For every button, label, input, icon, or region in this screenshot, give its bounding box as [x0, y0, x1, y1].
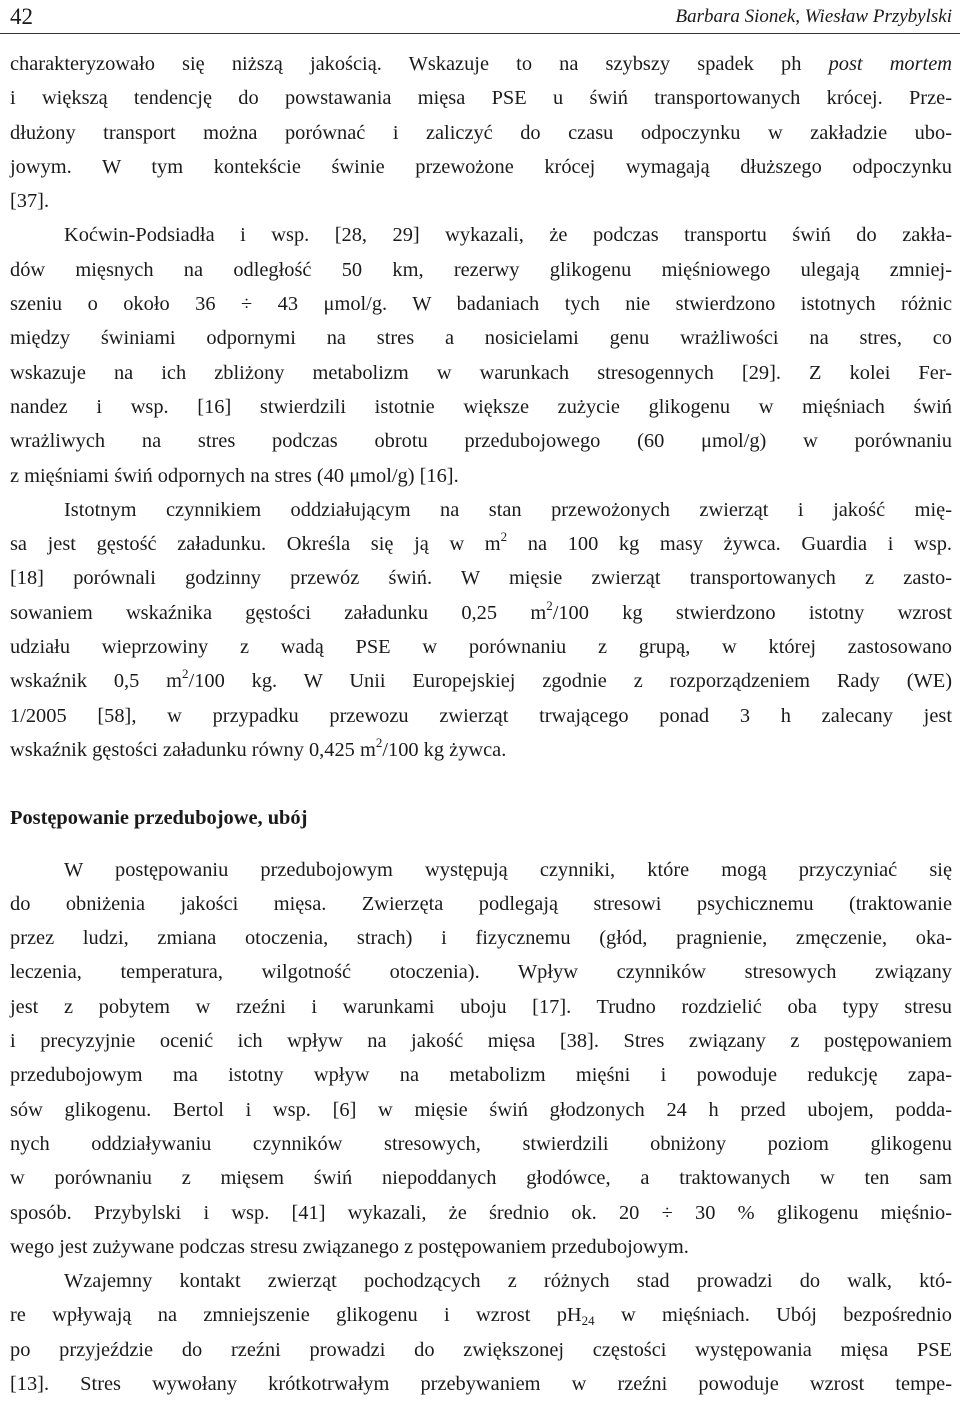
superscript: 2 [500, 529, 508, 545]
text-line: wskazuje na ich zbliżony metabolizm w warunkach stresogennych [29]. Z kolei Fer- [10, 361, 952, 384]
text-line: 1/2005 [58], w przypadku przewozu zwierząt trwającego ponad 3 h zalecany jest [10, 704, 952, 727]
text-span: charakteryzowało się niższą jakością. Wskazuje to na szybszy spadek ph [10, 53, 829, 75]
section-heading: Postępowanie przedubojowe, ubój [10, 807, 308, 830]
text-line: przez ludzi, zmiana otoczenia, strach) i fizycznemu (głód, pragnienie, zmęczenie, oka- [10, 927, 952, 950]
text-line: Koćwin-Podsiadła i wsp. [28, 29] wykazali, że podczas transportu świń do zakła- [64, 224, 952, 247]
subscript: 24 [581, 1313, 595, 1329]
text-line: jest z pobytem w rzeźni i warunkami uboju [17]. Trudno rozdzielić oba typy stresu [10, 995, 952, 1018]
text-line: do obniżenia jakości mięsa. Zwierzęta podlegają stresowi psychicznemu (traktowanie [10, 892, 952, 915]
paragraph-3 [10, 493, 952, 767]
page-number: 42 [10, 4, 33, 29]
text-line: szeniu o około 36 ÷ 43 μmol/g. W badaniach tych nie stwierdzono istotnych różnic [10, 293, 952, 316]
text-line: Wzajemny kontakt zwierząt pochodzących z różnych stad prowadzi do walk, któ- [64, 1270, 952, 1293]
text-span: na 100 kg masy żywca. Guardia i wsp. [507, 533, 952, 556]
text-span: /100 kg. W Unii Europejskiej zgodnie z rozporządzeniem Rady (WE) [188, 670, 952, 693]
text-line: udziału wieprzowiny z wadą PSE w porównaniu z grupą, w której zastosowano [10, 636, 952, 659]
text-line [10, 527, 952, 561]
text-span: wskaźnik 0,5 m [10, 670, 183, 693]
text-line [10, 733, 952, 767]
text-line: Istotnym czynnikiem oddziałującym na stan przewożonych zwierząt i jakość mię- [64, 498, 952, 521]
text-line: wrażliwych na stres podczas obrotu przedubojowego (60 μmol/g) w porównaniu [10, 430, 952, 453]
text-span: wskaźnik gęstości załadunku równy 0,425 m [10, 738, 376, 761]
text-line: W postępowaniu przedubojowym występują czynniki, które mogą przyczyniać się [64, 858, 952, 881]
text-line: i precyzyjnie ocenić ich wpływ na jakość mięsa [38]. Stres związany z postępowaniem [10, 1030, 952, 1053]
text-line [10, 47, 952, 81]
header-rule [0, 33, 960, 34]
running-head-authors: Barbara Sionek, Wiesław Przybylski [675, 6, 952, 27]
text-line: dów mięsnych na odległość 50 km, rezerwy glikogenu mięśniowego ulegają zmniej- [10, 258, 952, 281]
superscript: 2 [182, 666, 189, 682]
text-line: wego jest zużywane podczas stresu związanego z postępowaniem przedubojowym. [10, 1235, 689, 1258]
text-line: [18] porównali godzinny przewóz świń. W mięsie zwierząt transportowanych z zasto- [10, 567, 952, 590]
paragraph-1 [10, 47, 952, 218]
text-line: sów glikogenu. Bertol i wsp. [6] w mięsie świń głodzonych 24 h przed ubojem, podda- [10, 1098, 952, 1121]
text-line: i większą tendencję do powstawania mięsa PSE u świń transportowanych krócej. Prze- [10, 87, 952, 110]
superscript: 2 [375, 734, 383, 750]
text-line: w porównaniu z mięsem świń niepoddanych głodówce, a traktowanych w ten sam [10, 1167, 952, 1190]
paragraph-4 [10, 853, 952, 1265]
text-line [10, 664, 952, 698]
page-header [10, 0, 952, 32]
text-line: [37]. [10, 190, 50, 213]
text-line: jowym. W tym kontekście świnie przewożone krócej wymagają dłuższego odpoczynku [10, 155, 952, 178]
superscript: 2 [546, 597, 553, 613]
text-span: sa jest gęstość załadunku. Określa się ją w m [10, 533, 501, 556]
italic-term: post mortem [828, 53, 952, 75]
text-line [10, 1298, 952, 1332]
text-span: /100 kg żywca. [382, 738, 507, 761]
paragraph-5 [10, 1264, 952, 1401]
text-span: /100 kg stwierdzono istotny wzrost [552, 601, 952, 624]
text-line: dłużony transport można porównać i zaliczyć do czasu odpoczynku w zakładzie ubo- [10, 121, 952, 144]
text-line: nych oddziaływaniu czynników stresowych, stwierdzili obniżony poziom glikogenu [10, 1132, 952, 1155]
text-line: leczenia, temperatura, wilgotność otoczenia). Wpływ czynników stresowych związany [10, 961, 952, 984]
text-line: z mięśniami świń odpornych na stres (40 μmol/g) [16]. [10, 464, 459, 487]
text-line: nandez i wsp. [16] stwierdzili istotnie większe zużycie glikogenu w mięśniach świń [10, 395, 952, 418]
body-text [10, 47, 952, 1401]
text-line: [13]. Stres wywołany krótkotrwałym przebywaniem w rzeźni powoduje wzrost tempe- [10, 1372, 952, 1395]
text-line: między świniami odpornymi na stres a nosicielami genu wrażliwości na stres, co [10, 327, 952, 350]
text-line: sposób. Przybylski i wsp. [41] wykazali, że średnio ok. 20 ÷ 30 % glikogenu mięśnio- [10, 1201, 952, 1224]
text-span: sowaniem wskaźnika gęstości załadunku 0,25 m [10, 601, 547, 624]
text-span: re wpływają na zmniejszenie glikogenu i wzrost pH [10, 1304, 582, 1327]
text-line [10, 596, 952, 630]
text-line: po przyjeździe do rzeźni prowadzi do zwiększonej częstości występowania mięsa PSE [10, 1338, 952, 1361]
paragraph-2 [10, 218, 952, 492]
text-span: w mięśniach. Ubój bezpośrednio [594, 1304, 952, 1327]
text-line: przedubojowym ma istotny wpływ na metabolizm mięśni i powoduje redukcję zapa- [10, 1064, 952, 1087]
